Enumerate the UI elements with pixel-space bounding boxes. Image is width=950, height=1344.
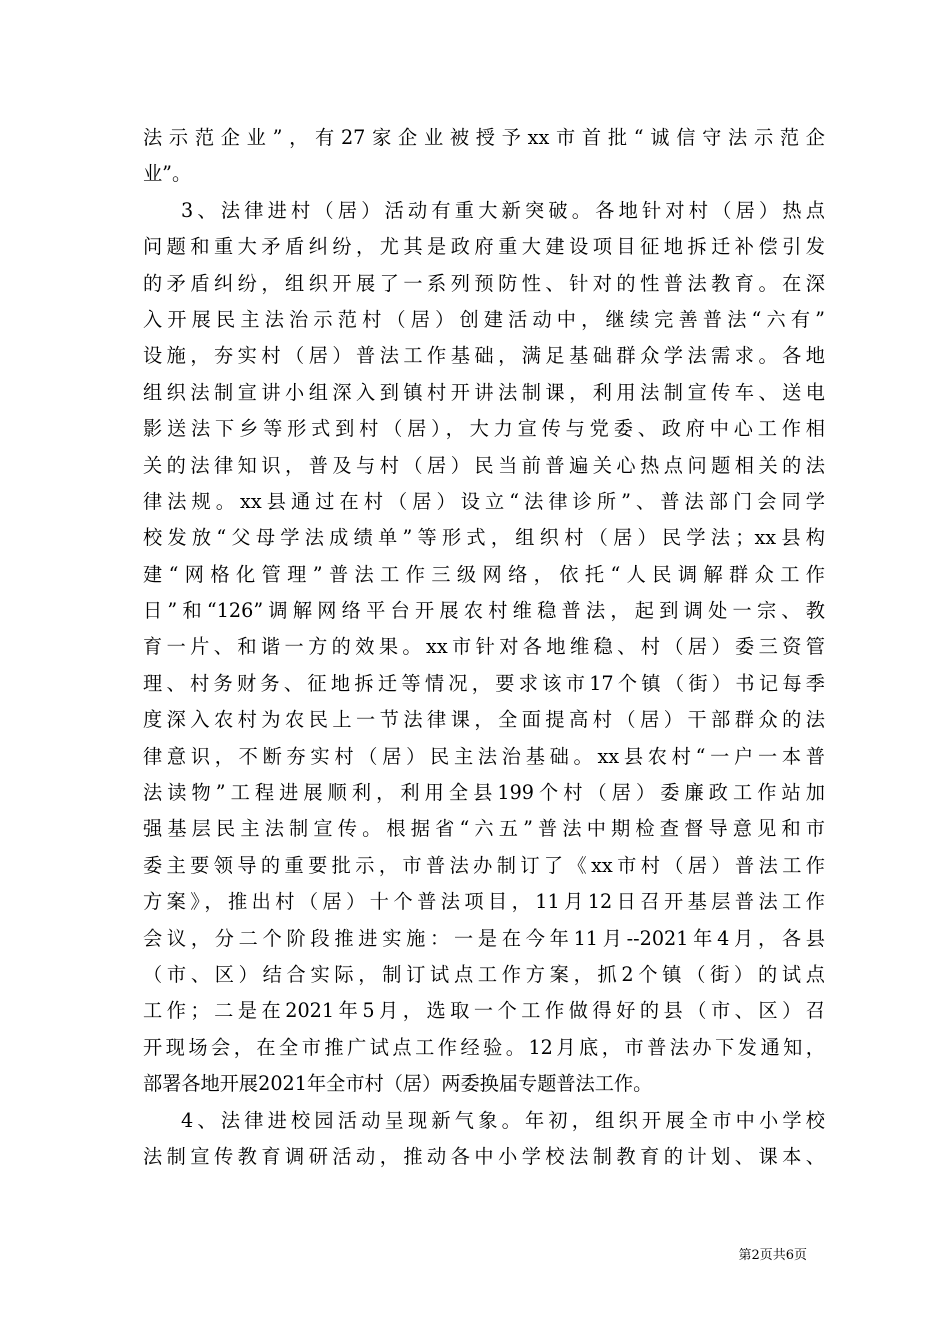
text-line: 律意识，不断夯实村（居）民主法治基础。xx县农村“一户一本普 <box>143 744 825 768</box>
text-line: 日”和“126”调解网络平台开展农村维稳普法，起到调处一宗、教 <box>143 599 825 623</box>
text-line: 强基层民主法制宣传。根据省“六五”普法中期检查督导意见和市 <box>143 817 825 841</box>
text-line: 法读物”工程进展顺利，利用全县199个村（居）委廉政工作站加 <box>143 781 825 805</box>
text-line: 建“网格化管理”普法工作三级网络，依托“人民调解群众工作 <box>143 562 825 586</box>
text-line: 委主要领导的重要批示，市普法办制订了《xx市村（居）普法工作 <box>143 853 825 877</box>
text-line: 校发放“父母学法成绩单”等形式，组织村（居）民学法；xx县构 <box>143 526 825 550</box>
document-body <box>143 120 825 1175</box>
page-number: 第2页共6页 <box>738 1248 807 1263</box>
text-line: 育一片、和谐一方的效果。xx市针对各地维稳、村（居）委三资管 <box>143 635 825 659</box>
text-line: 工作；二是在2021年5月，选取一个工作做得好的县（市、区）召 <box>143 999 825 1023</box>
text-line: 律法规。xx县通过在村（居）设立“法律诊所”、普法部门会同学 <box>143 489 825 513</box>
text-line: 组织法制宣讲小组深入到镇村开讲法制课，利用法制宣传车、送电 <box>143 380 825 404</box>
text-line: 理、村务财务、征地拆迁等情况，要求该市17个镇（街）书记每季 <box>143 671 825 695</box>
text-line: 度深入农村为农民上一节法律课，全面提高村（居）干部群众的法 <box>143 708 825 732</box>
text-line: 业”。 <box>143 162 192 186</box>
text-line: 部署各地开展2021年全市村（居）两委换届专题普法工作。 <box>143 1072 653 1096</box>
text-line: 入开展民主法治示范村（居）创建活动中，继续完善普法“六有” <box>143 307 825 331</box>
paragraph-start-line: 3、法律进村（居）活动有重大新突破。各地针对村（居）热点 <box>181 198 825 222</box>
text-line: 影送法下乡等形式到村（居），大力宣传与党委、政府中心工作相 <box>143 417 825 441</box>
text-line: 法示范企业”，有27家企业被授予xx市首批“诚信守法示范企 <box>143 126 825 149</box>
paragraph-start-line: 4、法律进校园活动呈现新气象。年初，组织开展全市中小学校 <box>181 1108 825 1132</box>
text-line: 方案》，推出村（居）十个普法项目，11月12日召开基层普法工作 <box>143 890 825 914</box>
text-line: 法制宣传教育调研活动，推动各中小学校法制教育的计划、课本、 <box>143 1144 825 1168</box>
text-line: 的矛盾纠纷，组织开展了一系列预防性、针对的性普法教育。在深 <box>143 271 825 295</box>
text-line: 关的法律知识，普及与村（居）民当前普遍关心热点问题相关的法 <box>143 453 825 477</box>
text-line: 会议，分二个阶段推进实施：一是在今年11月--2021年4月，各县 <box>143 926 825 950</box>
text-line: 开现场会，在全市推广试点工作经验。12月底，市普法办下发通知， <box>143 1035 825 1059</box>
text-line: 设施，夯实村（居）普法工作基础，满足基础群众学法需求。各地 <box>143 344 825 368</box>
text-line: （市、区）结合实际，制订试点工作方案，抓2个镇（街）的试点 <box>143 962 825 986</box>
text-line: 问题和重大矛盾纠纷，尤其是政府重大建设项目征地拆迁补偿引发 <box>143 235 825 259</box>
